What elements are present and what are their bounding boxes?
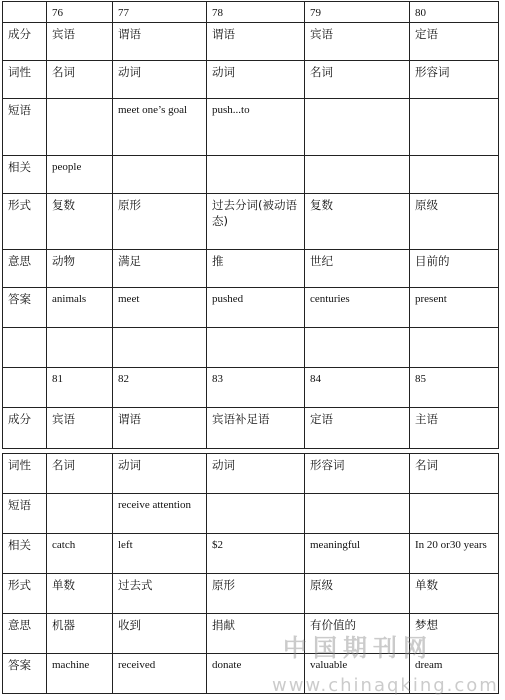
table-cell <box>410 156 499 194</box>
row-header-cell: 答案 <box>3 654 47 694</box>
table-cell <box>113 156 207 194</box>
table-cell: 77 <box>113 2 207 23</box>
table-cell: 76 <box>47 2 113 23</box>
table-cell: catch <box>47 534 113 574</box>
table-cell: 捐献 <box>207 614 305 654</box>
table-cell: 谓语 <box>113 23 207 61</box>
row-header-cell: 词性 <box>3 454 47 494</box>
row-header-cell: 词性 <box>3 61 47 99</box>
table-cell: 80 <box>410 2 499 23</box>
table-cell: 原级 <box>305 574 410 614</box>
table-cell: donate <box>207 654 305 694</box>
table-cell: 谓语 <box>113 408 207 449</box>
table-cell: present <box>410 288 499 328</box>
answer-table-part1 <box>2 1 499 449</box>
table-cell: valuable <box>305 654 410 694</box>
table-cell <box>410 328 499 368</box>
table-cell: 动词 <box>207 454 305 494</box>
table-cell <box>305 99 410 156</box>
table-row <box>3 2 499 23</box>
table-cell: meet <box>113 288 207 328</box>
table-row <box>3 408 499 449</box>
table-cell: left <box>113 534 207 574</box>
table-cell: 81 <box>47 368 113 408</box>
table-cell: 宾语 <box>47 23 113 61</box>
table-cell <box>207 328 305 368</box>
table-cell: 原形 <box>113 194 207 250</box>
watermark-url: www.chinaqking.com <box>272 675 499 696</box>
table-cell <box>207 494 305 534</box>
table-cell <box>47 494 113 534</box>
table-cell: 复数 <box>47 194 113 250</box>
table-row <box>3 368 499 408</box>
table-cell: centuries <box>305 288 410 328</box>
table-row <box>3 574 499 614</box>
table-cell: 动词 <box>207 61 305 99</box>
table-cell <box>305 156 410 194</box>
table-cell: 名词 <box>305 61 410 99</box>
watermark-site-name: 中国期刊网 <box>283 633 433 662</box>
table-cell: push...to <box>207 99 305 156</box>
table-cell: receive attention <box>113 494 207 534</box>
table-cell: meet one’s goal <box>113 99 207 156</box>
row-header-cell: 意思 <box>3 614 47 654</box>
table-cell: 满足 <box>113 250 207 288</box>
row-header-cell: 形式 <box>3 574 47 614</box>
table-cell: 复数 <box>305 194 410 250</box>
table-row <box>3 156 499 194</box>
table-cell: 收到 <box>113 614 207 654</box>
table-cell <box>305 328 410 368</box>
table-cell: 有价值的 <box>305 614 410 654</box>
table-cell: 推 <box>207 250 305 288</box>
table-cell: 原级 <box>410 194 499 250</box>
table-cell <box>47 328 113 368</box>
table-row <box>3 328 499 368</box>
table-cell: 83 <box>207 368 305 408</box>
table-cell: 形容词 <box>410 61 499 99</box>
table-row <box>3 454 499 494</box>
table-row <box>3 250 499 288</box>
table-cell <box>410 99 499 156</box>
table-cell: 单数 <box>47 574 113 614</box>
table-cell: 82 <box>113 368 207 408</box>
table1-body <box>3 2 499 449</box>
table-cell: 定语 <box>305 408 410 449</box>
row-header-cell: 意思 <box>3 250 47 288</box>
table-cell: 梦想 <box>410 614 499 654</box>
table-row <box>3 61 499 99</box>
table-cell: meaningful <box>305 534 410 574</box>
row-header-cell <box>3 368 47 408</box>
table-row <box>3 23 499 61</box>
row-header-cell <box>3 328 47 368</box>
row-header-cell: 成分 <box>3 408 47 449</box>
table-cell: 名词 <box>410 454 499 494</box>
table-cell: 79 <box>305 2 410 23</box>
table-cell: In 20 or30 years <box>410 534 499 574</box>
table-row <box>3 288 499 328</box>
table-cell: 主语 <box>410 408 499 449</box>
row-header-cell: 成分 <box>3 23 47 61</box>
row-header-cell: 相关 <box>3 534 47 574</box>
table-cell: 过去分词(被动语态) <box>207 194 305 250</box>
table-cell: $2 <box>207 534 305 574</box>
table-cell <box>47 99 113 156</box>
table-cell: 定语 <box>410 23 499 61</box>
table-cell: pushed <box>207 288 305 328</box>
row-header-cell: 答案 <box>3 288 47 328</box>
table-cell: 动词 <box>113 454 207 494</box>
table-cell <box>207 156 305 194</box>
table-cell: 动物 <box>47 250 113 288</box>
table-row <box>3 494 499 534</box>
table-cell: people <box>47 156 113 194</box>
table-cell: 名词 <box>47 61 113 99</box>
table-cell: 原形 <box>207 574 305 614</box>
table-cell: received <box>113 654 207 694</box>
table-cell: 过去式 <box>113 574 207 614</box>
table-cell <box>305 494 410 534</box>
row-header-cell: 短语 <box>3 99 47 156</box>
row-header-cell: 形式 <box>3 194 47 250</box>
row-header-cell: 短语 <box>3 494 47 534</box>
table-cell: dream <box>410 654 499 694</box>
table-cell: 单数 <box>410 574 499 614</box>
table-row <box>3 99 499 156</box>
table-cell: 名词 <box>47 454 113 494</box>
row-header-cell: 相关 <box>3 156 47 194</box>
table-cell: 宾语 <box>47 408 113 449</box>
table-cell <box>113 328 207 368</box>
table-cell <box>410 494 499 534</box>
table-row <box>3 534 499 574</box>
table-cell: 宾语补足语 <box>207 408 305 449</box>
row-header-cell <box>3 2 47 23</box>
table-cell: 机器 <box>47 614 113 654</box>
table-cell: 84 <box>305 368 410 408</box>
table-cell: 动词 <box>113 61 207 99</box>
table-cell: 世纪 <box>305 250 410 288</box>
table-cell: 目前的 <box>410 250 499 288</box>
table-cell: 形容词 <box>305 454 410 494</box>
table-cell: 谓语 <box>207 23 305 61</box>
table-cell: machine <box>47 654 113 694</box>
table-cell: 78 <box>207 2 305 23</box>
table-row <box>3 194 499 250</box>
table-cell: 宾语 <box>305 23 410 61</box>
table-cell: 85 <box>410 368 499 408</box>
table-cell: animals <box>47 288 113 328</box>
